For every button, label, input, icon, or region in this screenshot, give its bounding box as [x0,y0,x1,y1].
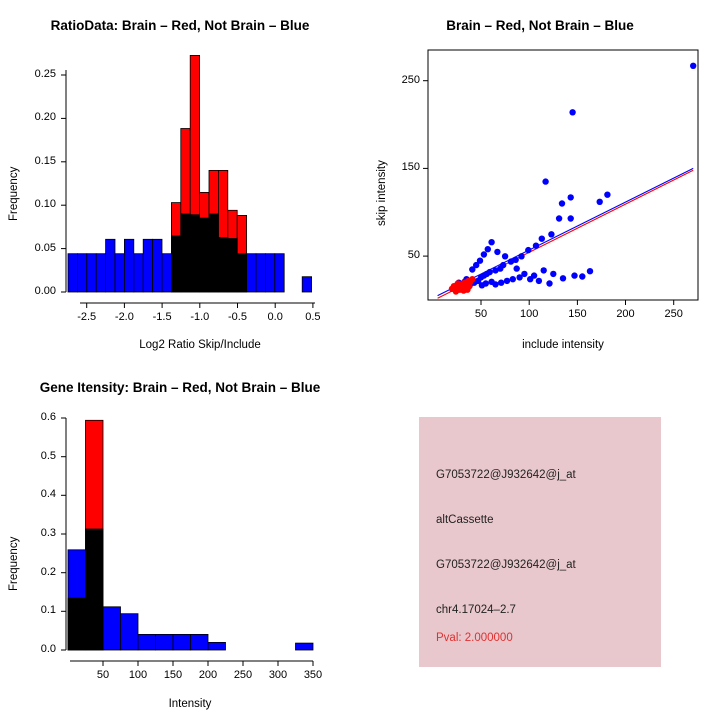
ratio-hist-xtick-5: 0.0 [267,311,283,323]
scatter-ylabel: skip intensity [376,160,388,226]
scatter-title: Brain – Red, Not Brain – Blue [446,18,634,33]
gene-hist-xtick-1: 100 [128,669,148,681]
ratio-hist-svg [0,0,360,360]
gene-hist-bars [68,420,313,650]
ratio-hist-ytick-1: 0.05 [34,241,56,254]
ratio-hist-xtick-3: -1.0 [190,311,210,323]
panel-gene-intensity-histogram [0,360,360,720]
panel-info-box [419,417,661,667]
info-probeset-id: G7053722@J932642@j_at [436,469,576,481]
scatter-xtick-2: 150 [568,308,587,320]
info-probeset-id-2: G7053722@J932642@j_at [436,559,576,571]
ratio-hist-ytick-0: 0.00 [34,285,56,297]
ratio-hist-xtick-0: -2.5 [77,311,97,323]
ratio-hist-ytick-2: 0.10 [34,198,56,211]
ratio-hist-xtick-2: -1.5 [152,311,172,323]
gene-hist-xtick-5: 300 [268,669,288,681]
scatter-axes-ticks [423,81,674,305]
gene-hist-xtick-6: 350 [303,669,323,681]
scatter-points-brain [449,276,476,295]
ratio-hist-ylabel: Frequency [8,166,20,221]
gene-hist-xlabel: Intensity [168,698,212,710]
panel-ratio-histogram [0,0,360,360]
ratio-hist-xtick-4: -0.5 [228,311,247,323]
gene-hist-xtick-4: 250 [233,669,253,681]
info-locus: chr4.17024–2.7 [436,604,516,616]
info-event-type: altCassette [436,514,494,526]
ratio-hist-ytick-4: 0.20 [34,111,56,124]
ratio-hist-xlabel: Log2 Ratio Skip/Include [139,339,261,351]
panel-intensity-scatter [360,0,720,360]
scatter-ytick-0: 50 [407,249,420,261]
scatter-xtick-1: 100 [520,308,539,320]
ratio-hist-title: RatioData: Brain – Red, Not Brain – Blue [50,18,310,33]
scatter-xtick-0: 50 [474,308,488,320]
ratio-hist-ytick-5: 0.25 [34,68,56,80]
ratio-hist-xtick-6: 0.5 [305,311,321,323]
scatter-xtick-4: 250 [664,308,683,320]
gene-hist-xtick-2: 150 [163,669,183,681]
gene-hist-title: Gene Itensity: Brain – Red, Not Brain – Blue [39,380,321,395]
gene-hist-ytick-1: 0.1 [40,604,56,617]
ratio-hist-ytick-3: 0.15 [34,154,56,167]
scatter-ytick-2: 250 [401,73,420,86]
gene-hist-ytick-4: 0.4 [40,488,56,501]
scatter-xlabel: include intensity [522,339,604,351]
gene-hist-xtick-3: 200 [198,669,218,681]
gene-hist-ytick-6: 0.6 [40,411,56,423]
gene-hist-ytick-3: 0.3 [40,527,56,539]
gene-hist-ytick-0: 0.0 [40,643,56,655]
ratio-hist-bars [68,55,312,292]
scatter-ytick-1: 150 [401,161,420,174]
gene-hist-ytick-5: 0.5 [40,449,56,462]
scatter-points-notbrain [454,63,697,290]
scatter-xtick-3: 200 [616,308,635,320]
ratio-hist-xtick-1: -2.0 [114,311,134,323]
gene-hist-ylabel: Frequency [8,536,20,591]
scatter-plot-box [428,50,698,300]
gene-hist-ytick-2: 0.2 [40,565,56,578]
gene-hist-xtick-0: 50 [96,669,110,681]
info-pval: Pval: 2.000000 [436,632,513,644]
